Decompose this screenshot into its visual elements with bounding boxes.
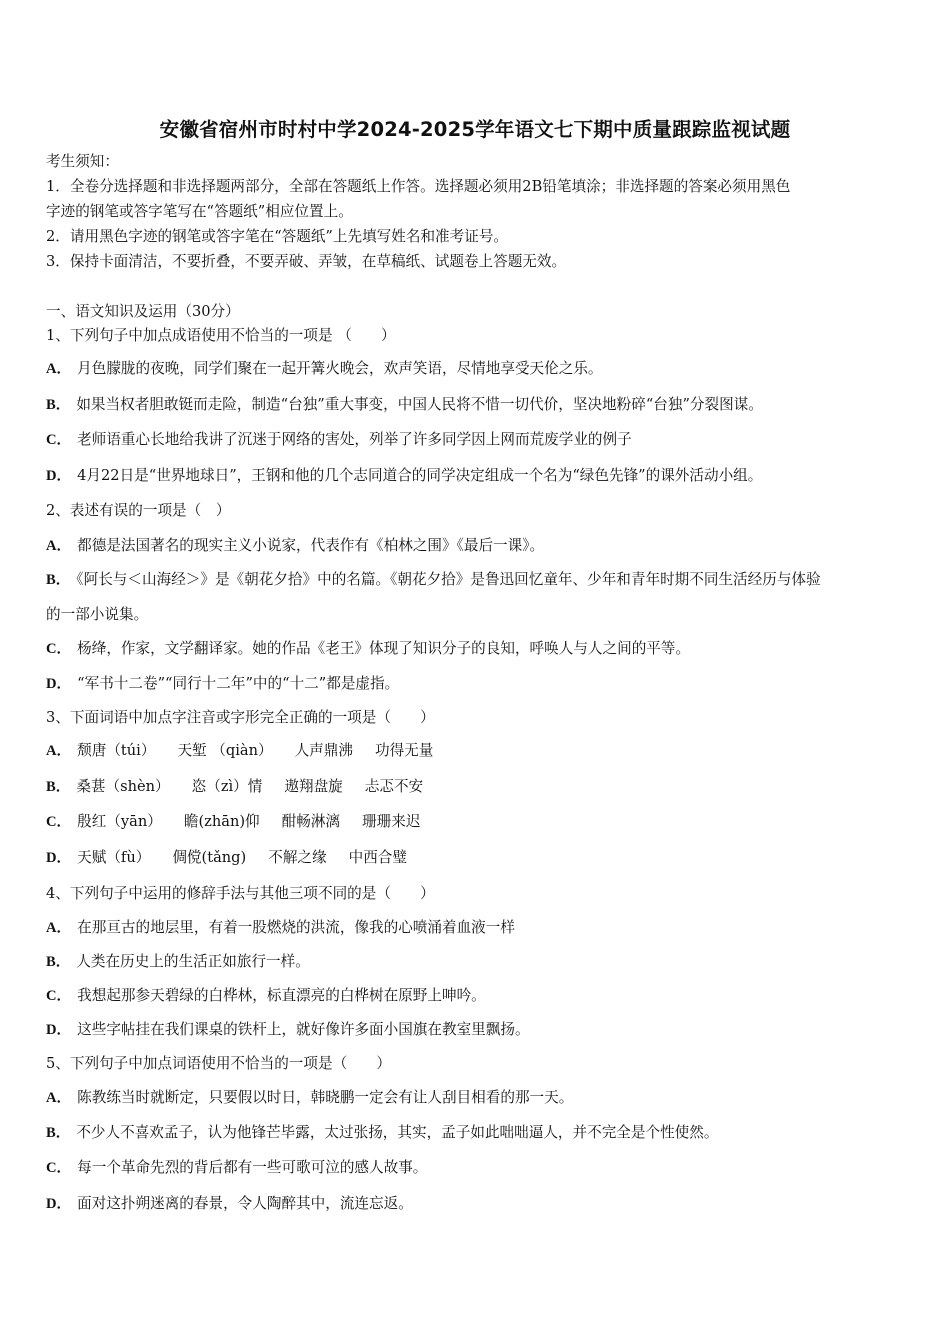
option-c: [46, 430, 632, 450]
option-label: A．: [46, 1090, 72, 1106]
option-c: [46, 812, 420, 832]
option-word: 不解之缘: [268, 849, 327, 866]
option-text: 如果当权者胆敢铤而走险，制造“台独”重大事变，中国人民将不惜一切代价，坚决地粉碎“台独”分裂图谋。: [76, 396, 763, 413]
option-text: 老师语重心长地给我讲了沉迷于网络的害处，列举了许多同学因上网而荒废学业的例子: [77, 431, 632, 448]
option-word: 遨翔盘旋: [284, 778, 343, 795]
option-text: 月色朦胧的夜晚，同学们聚在一起开篝火晚会，欢声笑语，尽情地享受天伦之乐。: [77, 360, 603, 377]
option-label: B．: [46, 572, 71, 588]
option-d: [46, 466, 762, 486]
option-c: [46, 1158, 427, 1178]
option-label: D．: [46, 468, 72, 484]
question-stem: 1、下列句子中加点成语使用不恰当的一项是 （ ）: [46, 327, 396, 344]
option-label: A．: [46, 361, 72, 377]
option-label: B．: [46, 954, 71, 970]
option-b: [46, 777, 423, 797]
option-d: [46, 1020, 530, 1040]
option-word: 人声鼎沸: [294, 742, 353, 759]
option-label: A．: [46, 920, 72, 936]
option-word: 天赋（fù）: [77, 849, 151, 866]
option-b: [46, 395, 763, 415]
option-label: B．: [46, 779, 71, 795]
option-label: C．: [46, 432, 72, 448]
option-label: B．: [46, 1125, 71, 1141]
section-heading: 一、语文知识及运用（30分）: [46, 303, 240, 320]
option-word: 忐忑不安: [364, 778, 424, 795]
option-label: D．: [46, 1196, 72, 1212]
option-d: [46, 674, 399, 694]
option-d: [46, 1194, 413, 1214]
notice-item: 3．保持卡面清洁，不要折叠，不要弄破、弄皱，在草稿纸、试题卷上答题无效。: [46, 253, 567, 270]
option-label: A．: [46, 743, 72, 759]
page-title: 安徽省宿州市时村中学2024-2025学年语文七下期中质量跟踪监视试题: [159, 118, 791, 141]
option-label: D．: [46, 850, 72, 866]
option-word: 瞻(zhān)仰: [183, 813, 260, 830]
option-word: 桑葚（shèn）: [76, 778, 170, 795]
question-stem: 4、下列句子中运用的修辞手法与其他三项不同的是（ ）: [46, 885, 435, 902]
question-stem: 3、下面词语中加点字注音或字形完全正确的一项是（ ）: [46, 709, 435, 726]
option-label: D．: [46, 676, 72, 692]
option-a: [46, 741, 433, 761]
option-d: [46, 848, 407, 868]
option-text: 人类在历史上的生活正如旅行一样。: [76, 953, 310, 970]
option-word: 珊珊来迟: [362, 813, 421, 830]
option-text: 在那亘古的地层里，有着一股燃烧的洪流，像我的心喷涌着血液一样: [77, 919, 515, 936]
option-a: [46, 1088, 573, 1108]
option-text: “军书十二卷”“同行十二年”中的“十二”都是虚指。: [77, 675, 400, 692]
question-stem: 2、表述有误的一项是（ ）: [46, 502, 231, 519]
option-label: D．: [46, 1022, 72, 1038]
option-word: 功得无量: [374, 742, 434, 759]
option-text: 《阿长与＜山海经＞》是《朝花夕拾》中的名篇。《朝花夕拾》是鲁迅回忆童年、少年和青年时期不同生活经历与体验: [76, 571, 821, 588]
option-b: [46, 570, 821, 590]
option-text: 都德是法国著名的现实主义小说家，代表作有《柏林之围》《最后一课》。: [77, 537, 545, 554]
option-label: C．: [46, 641, 72, 657]
option-c: [46, 639, 690, 659]
option-label: C．: [46, 988, 72, 1004]
option-label: A．: [46, 538, 72, 554]
option-text: 杨绛，作家，文学翻译家。她的作品《老王》体现了知识分子的良知，呼唤人与人之间的平等。: [77, 640, 691, 657]
notice-heading: 考生须知：: [46, 153, 119, 170]
option-word: 酣畅淋漓: [281, 813, 341, 830]
option-text: 陈教练当时就断定，只要假以时日，韩晓鹏一定会有让人刮目相看的那一天。: [77, 1089, 574, 1106]
question-stem: 5、下列句子中加点词语使用不恰当的一项是（ ）: [46, 1055, 391, 1072]
option-word: 殷红（yān）: [77, 813, 162, 830]
notice-item: 1．全卷分选择题和非选择题两部分，全部在答题纸上作答。选择题必须用2B铅笔填涂；非选择题的答案必须用黑色: [46, 178, 791, 195]
option-text: 不少人不喜欢孟子，认为他锋芒毕露，太过张扬，其实，孟子如此咄咄逼人，并不完全是个性使然。: [76, 1124, 719, 1141]
option-text: 面对这扑朔迷离的春景，令人陶醉其中，流连忘返。: [77, 1195, 413, 1212]
option-word: 颓唐（túi）: [77, 742, 156, 759]
option-b-continued: 的一部小说集。: [46, 606, 149, 623]
notice-item: 字迹的钢笔或答字笔写在“答题纸”相应位置上。: [46, 203, 353, 220]
option-text: 我想起那参天碧绿的白桦林，标直漂亮的白桦树在原野上呻吟。: [77, 987, 486, 1004]
option-text: 这些字帖挂在我们课桌的铁杆上，就好像许多面小国旗在教室里飘扬。: [77, 1021, 530, 1038]
option-a: [46, 918, 515, 938]
option-word: 倜傥(tǎng): [172, 849, 247, 866]
option-label: B．: [46, 397, 71, 413]
option-word: 恣（zì）情: [191, 778, 263, 795]
option-text: 4月22日是“世界地球日”，王钢和他的几个志同道合的同学决定组成一个名为“绿色先锋”的课外活动小组。: [77, 467, 763, 484]
option-word: 天堑 （qiàn）: [177, 742, 273, 759]
option-b: [46, 952, 310, 972]
option-label: C．: [46, 814, 72, 830]
option-a: [46, 536, 544, 556]
notice-item: 2．请用黑色字迹的钢笔或答字笔在“答题纸”上先填写姓名和准考证号。: [46, 228, 509, 245]
option-c: [46, 986, 486, 1006]
option-b: [46, 1123, 718, 1143]
option-a: [46, 359, 603, 379]
option-word: 中西合璧: [348, 849, 407, 866]
option-label: C．: [46, 1160, 72, 1176]
option-text: 每一个革命先烈的背后都有一些可歌可泣的感人故事。: [77, 1159, 428, 1176]
